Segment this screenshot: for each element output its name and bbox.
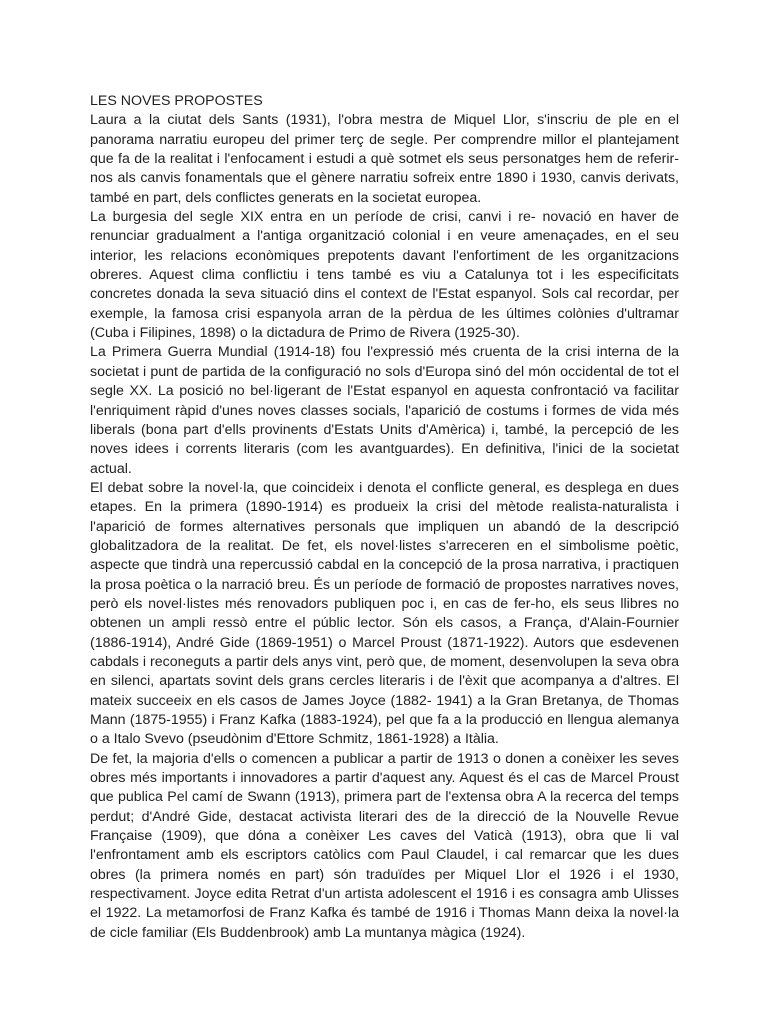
paragraph-debat-novella: El debat sobre la novel·la, que coincideix i denota el conflicte general, es desplega en dues etapes. En la primera (1890-1914) es produeix la crisi del mètode realista-naturalista i l'aparició de formes alternatives personals que impliquen un abandó de la descripció globalitzadora de la realitat. De fet, els novel·listes s'arreceren en el simbolisme poètic, aspecte que tindrà una repercussió cabdal en la concepció de la prosa narrativa, i practiquen la prosa poètica o la narració breu. És un període de formació de propostes narratives noves, però els novel·listes més renovadors publiquen poc i, en cas de fer-ho, els seus llibres no obtenen un ampli ressò entre el públic lector. Són els casos, a França, d'Alain-Fournier (1886-1914), André Gide (1869-1951) o Marcel Proust (1871-1922). Autors que esdevenen cabdals i reconeguts a partir dels anys vint, però que, de moment, desenvolupen la seva obra en silenci, apartats sovint dels grans cercles literaris i de l'èxit que acompanya a d'altres. El mateix succeeix en els casos de James Joyce (1882- 1941) a la Gran Bretanya, de Thomas Mann (1875-1955) i Franz Kafka (1883-1924), pel que fa a la producció en llengua alemanya o a Italo Svevo (pseudònim d'Ettore Schmitz, 1861-1928) a Itàlia. xyxy=(90,479,679,748)
paragraph-laura: Laura a la ciutat dels Sants (1931), l'obra mestra de Miquel Llor, s'inscriu de ple en el panorama narratiu europeu del primer terç de segle. Per comprendre millor el plantejament que fa de la realitat i l'enfocament i estudi a què sotmet els seus personatges hem de referir-nos als canvis fonamentals que el gènere narratiu sofreix entre 1890 i 1930, canvis derivats, també en part, dels conflictes generats en la societat europea. xyxy=(90,112,679,206)
paragraph-de-fet: De fet, la majoria d'ells o comencen a publicar a partir de 1913 o donen a conèixer les seves obres més importants i innovadores a partir d'aquest any. Aquest és el cas de Marcel Proust que publica Pel camí de Swann (1913), primera part de l'extensa obra A la recerca del temps perdut; d'André Gide, destacat activista literari des de la direcció de la Nouvelle Revue Française (1909), que dóna a conèixer Les caves del Vaticà (1913), obra que li val l'enfrontament amb els escriptors catòlics com Paul Claudel, i cal remarcar que les dues obres (la primera només en part) són traduïdes per Miquel Llor el 1926 i el 1930, respectivament. Joyce edita Retrat d'un artista adolescent el 1916 i es consagra amb Ulisses el 1922. La metamorfosi de Franz Kafka és també de 1916 i Thomas Mann deixa la novel·la de cicle familiar (Els Buddenbrook) amb La muntanya màgica (1924). xyxy=(90,750,679,941)
paragraph-primera-guerra: La Primera Guerra Mundial (1914-18) fou l'expressió més cruenta de la crisi interna de la societat i punt de partida de la configuració no sols d'Europa sinó del món occidental de tot el segle XX. La posició no bel·ligerant de l'Estat espanyol en aquesta confrontació va facilitar l'enriquiment ràpid d'unes noves classes socials, l'aparició de costums i formes de vida més liberals (bona part d'ells provinents d'Estats Units d'Amèrica) i, també, la percepció de les noves idees i corrents literaris (com les avantguardes). En definitiva, l'inici de la societat actual. xyxy=(90,344,679,477)
paragraph-burgesia: La burgesia del segle XIX entra en un període de crisi, canvi i re- novació en haver de renunciar gradualment a l'antiga organització colonial i en veure amenaçades, en el seu interior, les relacions econòmiques prepotents davant l'enfortiment de les organitzacions obreres. Aquest clima conflictiu i tens també es viu a Catalunya tot i les especificitats concretes donada la seva situació dins el context de l'Estat espanyol. Sols cal recordar, per exemple, la famosa crisi espanyola arran de la pèrdua de les últimes colònies d'ultramar (Cuba i Filipines, 1898) o la dictadura de Primo de Rivera (1925-30). xyxy=(90,209,679,342)
document-page xyxy=(90,92,679,943)
document-title: LES NOVES PROPOSTES xyxy=(90,93,263,109)
